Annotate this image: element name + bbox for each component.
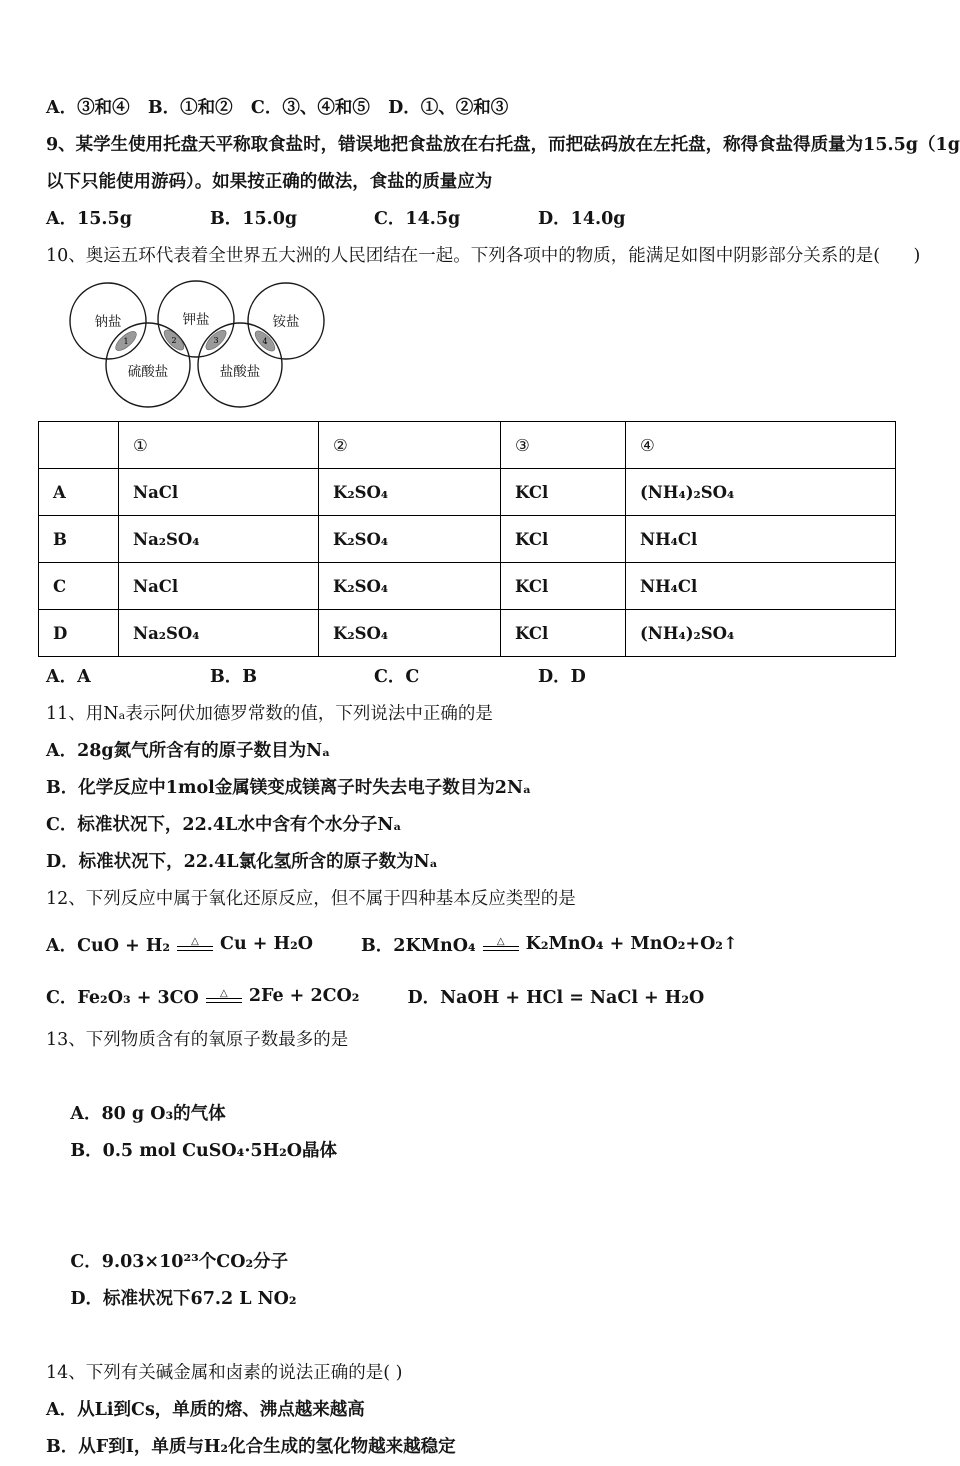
table-cell: KCl bbox=[501, 516, 626, 563]
q9-options-row bbox=[46, 201, 902, 238]
q9-stem-line2: 以下只能使用游码）。如果按正确的做法，食盐的质量应为 bbox=[46, 172, 493, 192]
table-cell: K₂SO₄ bbox=[319, 610, 501, 657]
delta-icon: △ bbox=[496, 936, 505, 947]
q12-options-cd bbox=[46, 970, 902, 1022]
table-row-a bbox=[39, 469, 896, 516]
q13-option-a: A．80 g O₃的气体 bbox=[70, 1104, 226, 1124]
region-number-1: 1 bbox=[123, 337, 129, 346]
table-cell: KCl bbox=[501, 563, 626, 610]
q9-option-c: C．14.5g bbox=[374, 209, 461, 229]
q11-stem: 11、用Nₐ表示阿伏加德罗常数的值，下列说法中正确的是 bbox=[46, 704, 493, 724]
table-cell: NH₄Cl bbox=[626, 516, 896, 563]
q13-option-c: C．9.03×10²³个CO₂分子 bbox=[70, 1252, 289, 1272]
delta-equals-symbol bbox=[483, 937, 519, 951]
label-chloride-salt: 盐酸盐 bbox=[219, 364, 261, 380]
q12-option-d: D．NaOH + HCl = NaCl + H₂O bbox=[407, 987, 705, 1008]
q9-option-b: B．15.0g bbox=[210, 209, 298, 229]
q10-answer-row bbox=[46, 659, 902, 696]
table-row-b bbox=[39, 516, 896, 563]
region-number-4: 4 bbox=[262, 337, 268, 346]
delta-equals-symbol bbox=[177, 937, 213, 951]
q11-option-d: D．标准状况下，22.4L氯化氢所含的原子数为Nₐ bbox=[46, 852, 438, 872]
q12-option-c-reactants: C．Fe₂O₃ + 3CO bbox=[46, 987, 199, 1008]
table-cell: NaCl bbox=[119, 563, 319, 610]
double-line-icon bbox=[206, 998, 242, 1003]
table-cell: (NH₄)₂SO₄ bbox=[626, 610, 896, 657]
q9-stem-line1: 9、某学生使用托盘天平称取食盐时，错误地把食盐放在右托盘，而把砝码放在左托盘，称得食盐得质量为15.5g（1g bbox=[46, 135, 960, 155]
q12-options-ab bbox=[46, 918, 902, 970]
region-number-3: 3 bbox=[213, 336, 219, 345]
q12-stem: 12、下列反应中属于氧化还原反应，但不属于四种基本反应类型的是 bbox=[46, 889, 576, 909]
q13-stem: 13、下列物质含有的氧原子数最多的是 bbox=[46, 1030, 349, 1050]
table-cell: NH₄Cl bbox=[626, 563, 896, 610]
q10-table bbox=[38, 421, 896, 657]
double-line-icon bbox=[177, 946, 213, 951]
table-row-d bbox=[39, 610, 896, 657]
q13-option-b: B．0.5 mol CuSO₄·5H₂O晶体 bbox=[70, 1141, 338, 1161]
q14-option-a: A．从Li到Cs，单质的熔、沸点越来越高 bbox=[46, 1400, 365, 1420]
q10-option-c: C．C bbox=[374, 667, 420, 687]
q13-options-cd bbox=[46, 1207, 902, 1355]
table-cell: K₂SO₄ bbox=[319, 469, 501, 516]
q10-option-b: B．B bbox=[210, 667, 258, 687]
q9-option-a: A．15.5g bbox=[46, 209, 132, 229]
q11-option-b: B．化学反应中1mol金属镁变成镁离子时失去电子数目为2Nₐ bbox=[46, 778, 532, 798]
q11-option-c: C．标准状况下，22.4L水中含有个水分子Nₐ bbox=[46, 815, 402, 835]
table-header-row bbox=[39, 422, 896, 469]
row-label: C bbox=[39, 563, 119, 610]
table-cell: NaCl bbox=[119, 469, 319, 516]
q12-option-b-reactants: B．2KMnO₄ bbox=[360, 935, 476, 956]
row-label: D bbox=[39, 610, 119, 657]
q12-option-a-reactants: A．CuO + H₂ bbox=[46, 935, 171, 956]
q12-option-c-products: 2Fe + 2CO₂ bbox=[248, 986, 360, 1006]
header-col-3: ③ bbox=[501, 422, 626, 469]
double-line-icon bbox=[483, 946, 519, 951]
header-empty bbox=[39, 422, 119, 469]
ring-circles bbox=[70, 281, 324, 407]
label-potassium-salt: 钾盐 bbox=[182, 312, 210, 328]
table-cell: Na₂SO₄ bbox=[119, 610, 319, 657]
q11-option-a: A．28g氮气所含有的原子数目为Nₐ bbox=[46, 741, 331, 761]
header-col-2: ② bbox=[319, 422, 501, 469]
olympic-rings-diagram bbox=[60, 281, 360, 411]
delta-icon: △ bbox=[219, 988, 228, 999]
delta-equals-symbol bbox=[206, 989, 242, 1003]
label-ammonium-salt: 铵盐 bbox=[272, 314, 300, 330]
q13-option-d: D．标准状况下67.2 L NO₂ bbox=[70, 1289, 297, 1309]
label-sodium-salt: 钠盐 bbox=[94, 314, 122, 330]
q8-options-row: A．③和④ B．①和② C．③、④和⑤ D．①、②和③ bbox=[46, 98, 509, 118]
q12-option-b-products: K₂MnO₄ + MnO₂+O₂↑ bbox=[525, 934, 738, 954]
table-cell: KCl bbox=[501, 469, 626, 516]
header-col-4: ④ bbox=[626, 422, 896, 469]
table-cell: KCl bbox=[501, 610, 626, 657]
label-sulfate-salt: 硫酸盐 bbox=[127, 364, 169, 380]
table-row-c bbox=[39, 563, 896, 610]
row-label: A bbox=[39, 469, 119, 516]
table-cell: K₂SO₄ bbox=[319, 563, 501, 610]
q14-option-b: B．从F到I，单质与H₂化合生成的氢化物越来越稳定 bbox=[46, 1437, 456, 1457]
q12-option-a-products: Cu + H₂O bbox=[220, 934, 313, 954]
q10-option-d: D．D bbox=[538, 667, 586, 687]
q9-option-d: D．14.0g bbox=[538, 209, 626, 229]
region-number-2: 2 bbox=[171, 336, 177, 345]
row-label: B bbox=[39, 516, 119, 563]
q10-stem: 10、奥运五环代表着全世界五大洲的人民团结在一起。下列各项中的物质，能满足如图中阴影部分关系的是( ) bbox=[46, 246, 921, 266]
q13-options-ab bbox=[46, 1059, 902, 1207]
q14-stem: 14、下列有关碱金属和卤素的说法正确的是( ) bbox=[46, 1363, 403, 1383]
header-col-1: ① bbox=[119, 422, 319, 469]
delta-icon: △ bbox=[191, 936, 199, 947]
table-cell: K₂SO₄ bbox=[319, 516, 501, 563]
table-cell: (NH₄)₂SO₄ bbox=[626, 469, 896, 516]
table-cell: Na₂SO₄ bbox=[119, 516, 319, 563]
q10-option-a: A．A bbox=[46, 667, 91, 687]
